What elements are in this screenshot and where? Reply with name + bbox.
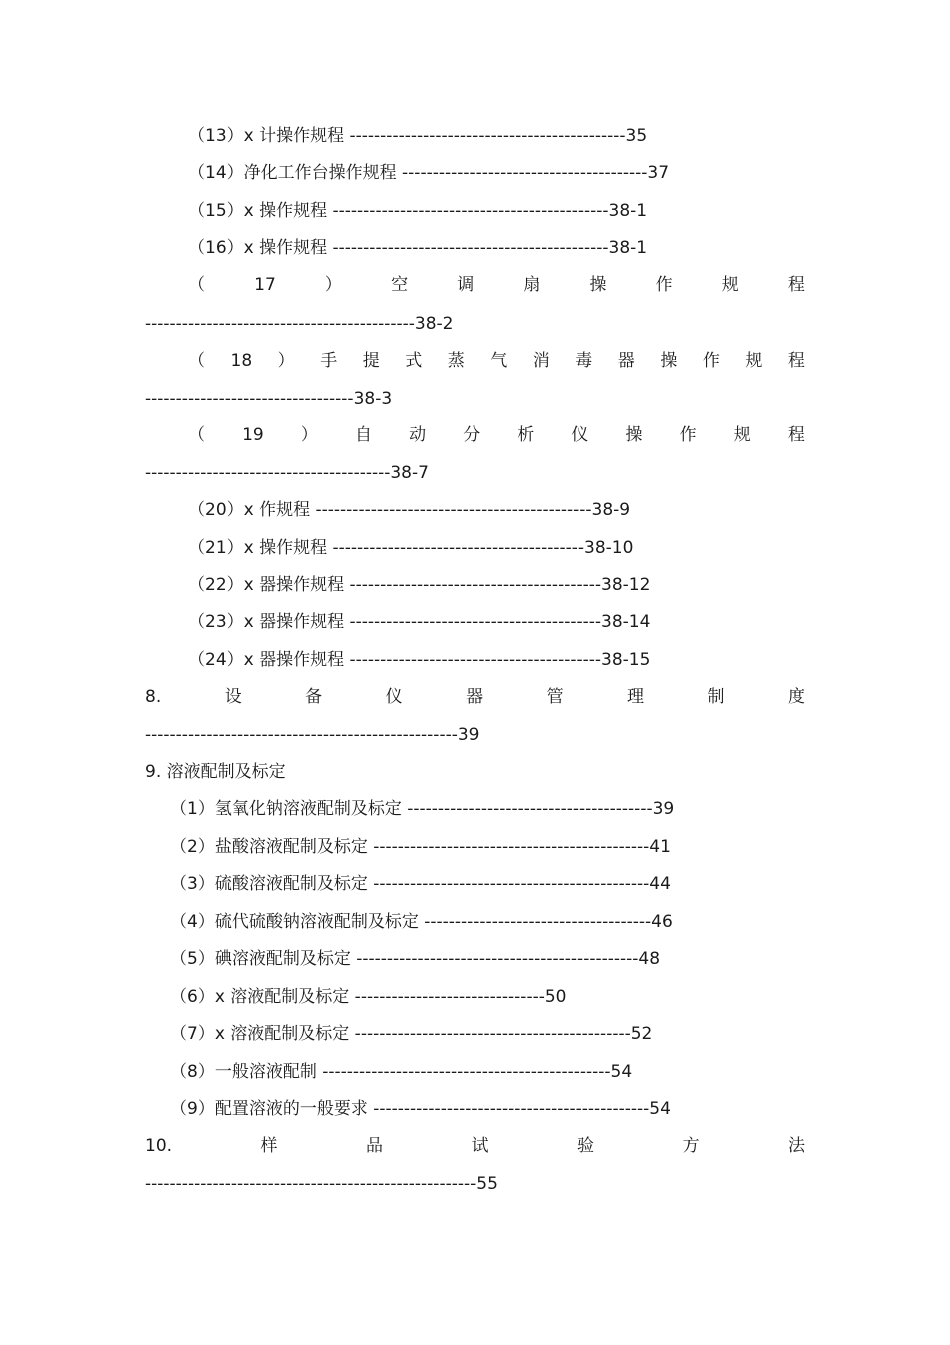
toc-token: ） — [300, 425, 318, 445]
toc-section-9-item-5: （5）碘溶液配制及标定 ----------------------------------------------48 — [170, 949, 661, 969]
toc-token: （ — [188, 351, 205, 371]
toc-token: 品 — [366, 1136, 384, 1156]
toc-token: 作 — [655, 275, 673, 295]
toc-token: 度 — [787, 687, 805, 707]
toc-entry-18-row — [188, 350, 805, 372]
toc-section-10-row — [145, 1135, 805, 1157]
toc-entry-22: （22）x 器操作规程 -----------------------------------------38-12 — [188, 575, 651, 595]
toc-token: 消 — [532, 351, 550, 371]
toc-token: 作 — [702, 351, 720, 371]
toc-token: 制 — [707, 687, 725, 707]
toc-token: 法 — [787, 1136, 805, 1156]
toc-token: 样 — [260, 1136, 278, 1156]
toc-token: 自 — [354, 425, 372, 445]
toc-token: 操 — [589, 275, 607, 295]
toc-token: 器 — [466, 687, 484, 707]
toc-token: 动 — [409, 425, 427, 445]
toc-token: 操 — [660, 351, 678, 371]
toc-token: 作 — [679, 425, 697, 445]
toc-section-9-item-4: （4）硫代硫酸钠溶液配制及标定 -------------------------------------46 — [170, 912, 673, 932]
toc-token: 管 — [546, 687, 564, 707]
toc-entry-15: （15）x 操作规程 ---------------------------------------------38-1 — [188, 201, 648, 221]
toc-token: 气 — [490, 351, 508, 371]
toc-entry-19-row — [188, 424, 805, 446]
toc-section-10-leader: ------------------------------------------------------55 — [145, 1174, 498, 1194]
toc-entry-20: （20）x 作规程 ---------------------------------------------38-9 — [188, 500, 631, 520]
toc-token: 理 — [627, 687, 645, 707]
toc-token: 试 — [471, 1136, 489, 1156]
toc-token: 器 — [617, 351, 635, 371]
toc-entry-18-leader: ----------------------------------38-3 — [145, 389, 393, 409]
toc-token: 空 — [391, 275, 409, 295]
toc-token: 方 — [682, 1136, 700, 1156]
toc-token: （ — [188, 425, 205, 445]
toc-token: 规 — [745, 351, 763, 371]
toc-token: 程 — [787, 425, 805, 445]
toc-token: 调 — [457, 275, 475, 295]
toc-entry-13: （13）x 计操作规程 ---------------------------------------------35 — [188, 126, 648, 146]
toc-token: 扇 — [523, 275, 541, 295]
toc-section-9-heading: 9. 溶液配制及标定 — [145, 762, 286, 782]
toc-token: 18 — [230, 351, 253, 371]
toc-entry-16: （16）x 操作规程 ---------------------------------------------38-1 — [188, 238, 648, 258]
toc-token: 19 — [242, 425, 264, 445]
toc-token: 程 — [787, 275, 805, 295]
toc-token: （ — [188, 275, 205, 295]
toc-token: 蒸 — [447, 351, 465, 371]
toc-entry-19-heading — [0, 424, 950, 446]
toc-token: 操 — [625, 425, 643, 445]
toc-token: ） — [324, 275, 342, 295]
toc-entry-19-leader: ----------------------------------------38-7 — [145, 463, 429, 483]
toc-token: 析 — [517, 425, 535, 445]
toc-entry-17-heading — [0, 274, 950, 296]
toc-entry-18-heading — [0, 350, 950, 372]
toc-entry-17-leader: --------------------------------------------38-2 — [145, 314, 454, 334]
toc-token: 验 — [576, 1136, 594, 1156]
toc-entry-24: （24）x 器操作规程 -----------------------------------------38-15 — [188, 650, 651, 670]
toc-token: 17 — [254, 275, 276, 295]
toc-section-9-item-1: （1）氢氧化钠溶液配制及标定 ----------------------------------------39 — [170, 799, 675, 819]
toc-section-10-heading — [0, 1135, 950, 1157]
toc-token: 规 — [721, 275, 739, 295]
toc-token: 程 — [787, 351, 805, 371]
toc-entry-21: （21）x 操作规程 -----------------------------------------38-10 — [188, 538, 634, 558]
toc-token: 式 — [405, 351, 423, 371]
toc-section-9-item-7: （7）x 溶液配制及标定 ---------------------------------------------52 — [170, 1024, 653, 1044]
toc-token: 提 — [362, 351, 380, 371]
toc-entry-17-row — [188, 274, 805, 296]
toc-token: 手 — [320, 351, 338, 371]
toc-token: 仪 — [571, 425, 589, 445]
toc-section-9-item-2: （2）盐酸溶液配制及标定 ---------------------------------------------41 — [170, 837, 671, 857]
toc-token: 分 — [463, 425, 481, 445]
toc-section-8-heading — [0, 686, 950, 708]
toc-token: ） — [277, 351, 295, 371]
toc-section-8-row — [145, 686, 805, 708]
toc-section-9-item-6: （6）x 溶液配制及标定 -------------------------------50 — [170, 987, 567, 1007]
toc-section-9-item-8: （8）一般溶液配制 -----------------------------------------------54 — [170, 1062, 633, 1082]
toc-section-9-item-9: （9）配置溶液的一般要求 ---------------------------------------------54 — [170, 1099, 671, 1119]
toc-token: 备 — [305, 687, 323, 707]
toc-token: 仪 — [385, 687, 403, 707]
toc-entry-14: （14）净化工作台操作规程 ----------------------------------------37 — [188, 163, 670, 183]
toc-token: 设 — [224, 687, 242, 707]
toc-token: 毒 — [575, 351, 593, 371]
toc-token: 10. — [145, 1136, 173, 1156]
toc-token: 规 — [733, 425, 751, 445]
toc-section-9-item-3: （3）硫酸溶液配制及标定 ---------------------------------------------44 — [170, 874, 671, 894]
toc-entry-23: （23）x 器操作规程 -----------------------------------------38-14 — [188, 612, 651, 632]
toc-token: 8. — [145, 687, 162, 707]
toc-section-8-leader: ---------------------------------------------------39 — [145, 725, 480, 745]
